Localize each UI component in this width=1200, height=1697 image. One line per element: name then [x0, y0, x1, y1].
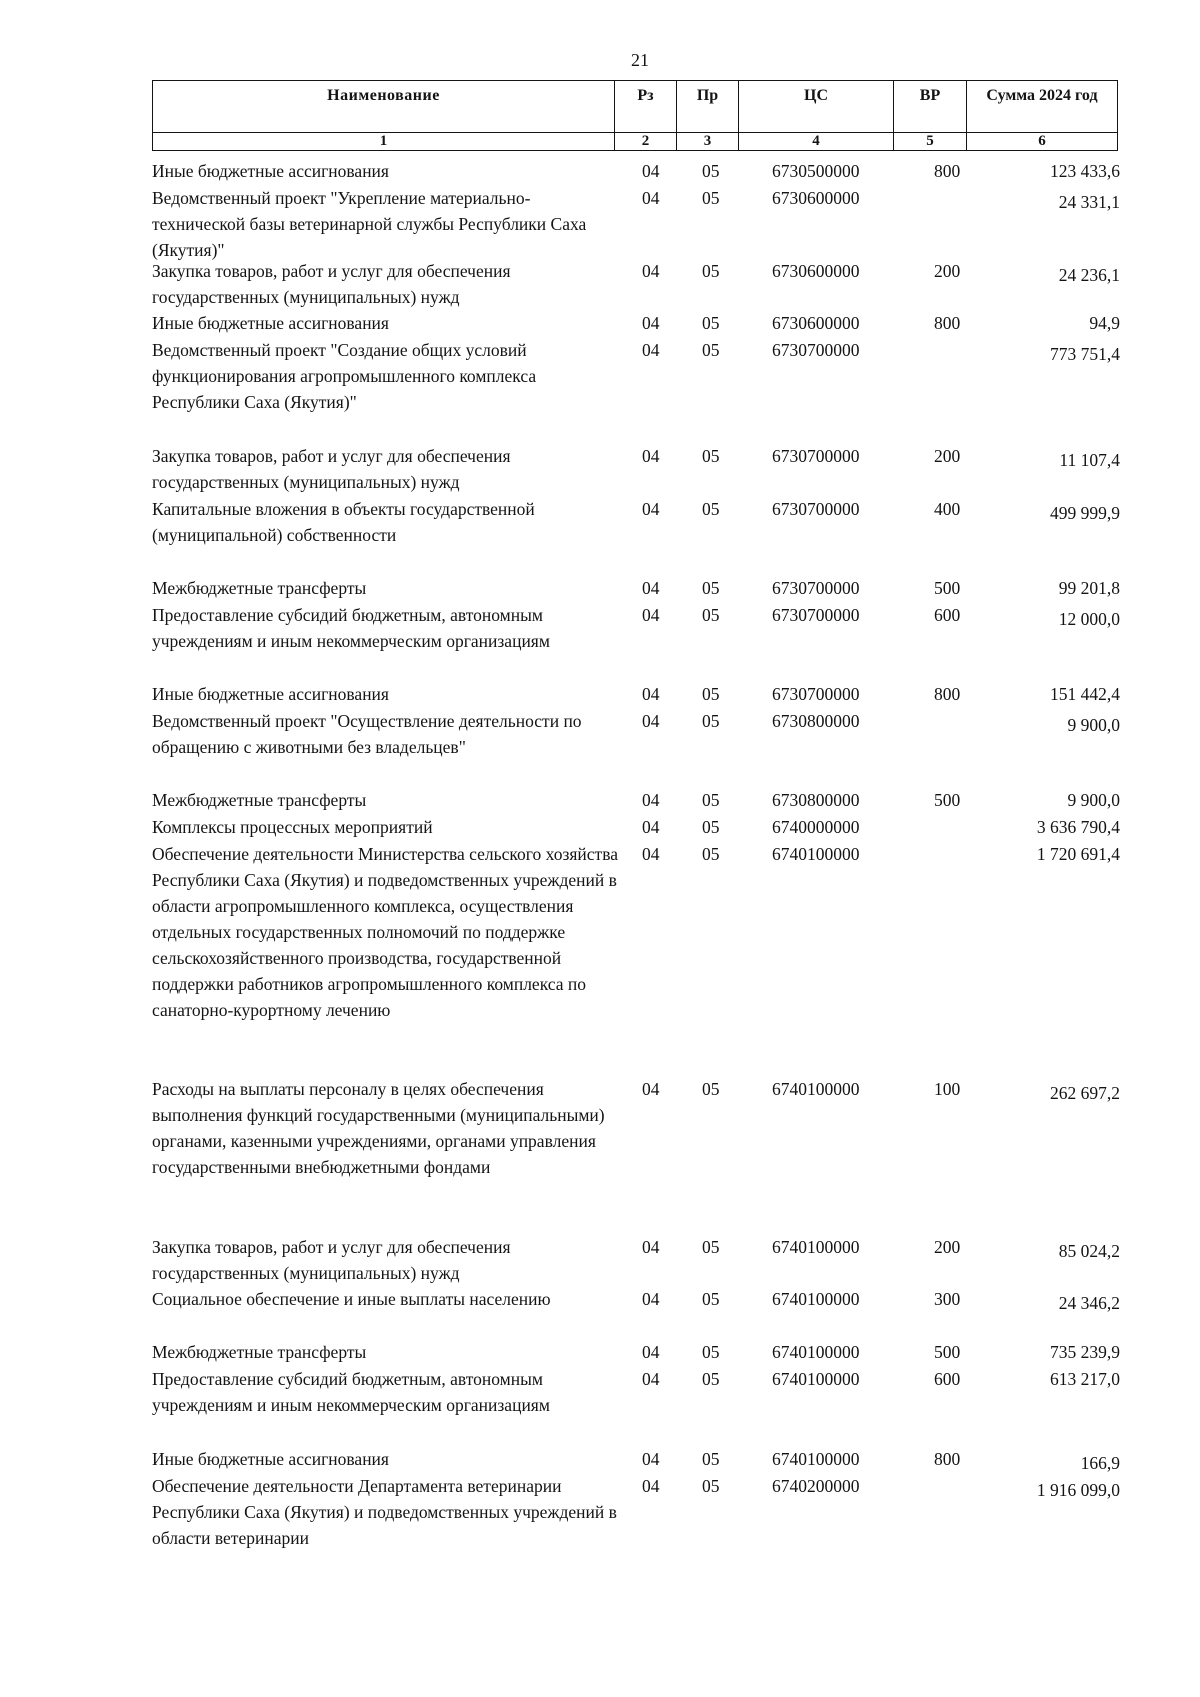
row-rz: 04 [642, 844, 660, 864]
row-sum: 1 916 099,0 [1036, 1480, 1120, 1500]
row-name: Межбюджетные трансферты [152, 790, 367, 810]
row-name: Ведомственный проект "Осуществление деятельности по обращению с животными без владельцев" [152, 711, 582, 757]
row-vr: 100 [934, 1079, 961, 1099]
row-rz: 04 [642, 1079, 660, 1099]
row-cs: 6740100000 [772, 844, 860, 864]
row-name: Социальное обеспечение и иные выплаты населению [152, 1289, 551, 1309]
row-sum: 166,9 [1080, 1453, 1120, 1473]
row-rz: 04 [642, 605, 660, 625]
row-name: Межбюджетные трансферты [152, 578, 367, 598]
row-sum: 9 900,0 [1067, 715, 1120, 735]
page-number: 21 [631, 50, 649, 70]
row-sum: 499 999,9 [1050, 503, 1120, 523]
row-name: Предоставление субсидий бюджетным, автономным учреждениям и иным некоммерческим организациям [152, 1369, 550, 1415]
row-vr: 600 [934, 605, 961, 625]
row-rz: 04 [642, 446, 660, 466]
row-rz: 04 [642, 1289, 660, 1309]
row-cs: 6730800000 [772, 711, 860, 731]
row-cs: 6740100000 [772, 1079, 860, 1099]
header-pr: Пр [677, 81, 739, 133]
row-cs: 6730800000 [772, 790, 860, 810]
row-vr: 300 [934, 1289, 961, 1309]
row-vr: 500 [934, 578, 961, 598]
row-sum: 773 751,4 [1050, 344, 1120, 364]
row-sum: 3 636 790,4 [1036, 817, 1120, 837]
row-pr: 05 [702, 446, 720, 466]
row-pr: 05 [702, 1079, 720, 1099]
row-vr: 800 [934, 684, 961, 704]
row-name: Расходы на выплаты персоналу в целях обеспечения выполнения функций государственными (муниципальными) органами, казенными учреждениями, органами управления государственными внебюджетными фондами [152, 1079, 605, 1177]
header-cs: ЦС [739, 81, 894, 133]
row-rz: 04 [642, 1449, 660, 1469]
row-rz: 04 [642, 313, 660, 333]
row-vr: 500 [934, 1342, 961, 1362]
row-cs: 6740200000 [772, 1476, 860, 1496]
row-pr: 05 [702, 261, 720, 281]
row-rz: 04 [642, 1476, 660, 1496]
row-vr: 200 [934, 446, 961, 466]
row-pr: 05 [702, 340, 720, 360]
row-rz: 04 [642, 261, 660, 281]
row-cs: 6730700000 [772, 499, 860, 519]
row-pr: 05 [702, 188, 720, 208]
row-name: Предоставление субсидий бюджетным, автономным учреждениям и иным некоммерческим организациям [152, 605, 550, 651]
row-rz: 04 [642, 790, 660, 810]
header-titles-row [153, 81, 1118, 133]
row-pr: 05 [702, 1449, 720, 1469]
row-vr: 500 [934, 790, 961, 810]
row-pr: 05 [702, 1476, 720, 1496]
header-num-6: 6 [967, 133, 1118, 151]
row-pr: 05 [702, 684, 720, 704]
row-cs: 6730700000 [772, 605, 860, 625]
row-pr: 05 [702, 578, 720, 598]
row-sum: 123 433,6 [1050, 161, 1120, 181]
row-cs: 6730500000 [772, 161, 860, 181]
row-name: Иные бюджетные ассигнования [152, 313, 389, 333]
row-vr: 800 [934, 313, 961, 333]
row-vr: 200 [934, 1237, 961, 1257]
row-name: Закупка товаров, работ и услуг для обеспечения государственных (муниципальных) нужд [152, 261, 511, 307]
row-rz: 04 [642, 340, 660, 360]
row-rz: 04 [642, 1369, 660, 1389]
row-cs: 6730700000 [772, 340, 860, 360]
row-cs: 6730600000 [772, 313, 860, 333]
row-name: Иные бюджетные ассигнования [152, 161, 389, 181]
row-vr: 600 [934, 1369, 961, 1389]
row-pr: 05 [702, 1369, 720, 1389]
row-sum: 613 217,0 [1050, 1369, 1120, 1389]
header-name: Наименование [153, 81, 615, 133]
row-cs: 6740000000 [772, 817, 860, 837]
row-rz: 04 [642, 1237, 660, 1257]
row-name: Закупка товаров, работ и услуг для обеспечения государственных (муниципальных) нужд [152, 1237, 511, 1283]
header-num-4: 4 [739, 133, 894, 151]
row-cs: 6730700000 [772, 578, 860, 598]
row-cs: 6730700000 [772, 684, 860, 704]
row-pr: 05 [702, 161, 720, 181]
row-sum: 99 201,8 [1058, 578, 1120, 598]
row-cs: 6740100000 [772, 1449, 860, 1469]
row-vr: 800 [934, 161, 961, 181]
header-sum: Сумма 2024 год [967, 81, 1118, 133]
row-rz: 04 [642, 188, 660, 208]
row-name: Межбюджетные трансферты [152, 1342, 367, 1362]
row-cs: 6740100000 [772, 1342, 860, 1362]
row-name: Ведомственный проект "Укрепление материально-технической базы ветеринарной службы Республики Саха (Якутия)" [152, 188, 587, 260]
row-sum: 94,9 [1089, 313, 1120, 333]
header-num-2: 2 [615, 133, 677, 151]
header-num-5: 5 [894, 133, 967, 151]
row-pr: 05 [702, 1342, 720, 1362]
row-rz: 04 [642, 711, 660, 731]
row-cs: 6730600000 [772, 261, 860, 281]
row-rz: 04 [642, 161, 660, 181]
row-pr: 05 [702, 844, 720, 864]
row-sum: 151 442,4 [1050, 684, 1120, 704]
row-sum: 12 000,0 [1058, 609, 1120, 629]
row-cs: 6740100000 [772, 1237, 860, 1257]
row-sum: 11 107,4 [1059, 450, 1120, 470]
row-rz: 04 [642, 1342, 660, 1362]
row-sum: 262 697,2 [1050, 1083, 1120, 1103]
row-sum: 24 236,1 [1058, 265, 1120, 285]
row-sum: 24 331,1 [1058, 192, 1120, 212]
row-pr: 05 [702, 605, 720, 625]
row-cs: 6730700000 [772, 446, 860, 466]
row-sum: 85 024,2 [1058, 1241, 1120, 1261]
header-num-3: 3 [677, 133, 739, 151]
row-cs: 6740100000 [772, 1369, 860, 1389]
row-rz: 04 [642, 684, 660, 704]
row-sum: 9 900,0 [1067, 790, 1120, 810]
row-pr: 05 [702, 790, 720, 810]
row-pr: 05 [702, 711, 720, 731]
row-vr: 200 [934, 261, 961, 281]
row-name: Обеспечение деятельности Министерства сельского хозяйства Республики Саха (Якутия) и подведомственных учреждений в области агропромышленного комплекса, осуществления отдельных государственных полномочий по поддержке сельскохозяйственного производства, государственной поддержки работников агропромышленного комплекса по санаторно-курортному лечению [152, 844, 618, 1020]
row-vr: 400 [934, 499, 961, 519]
row-name: Закупка товаров, работ и услуг для обеспечения государственных (муниципальных) нужд [152, 446, 511, 492]
row-name: Ведомственный проект "Создание общих условий функционирования агропромышленного комплекса Республики Саха (Якутия)" [152, 340, 537, 412]
row-pr: 05 [702, 313, 720, 333]
row-sum: 735 239,9 [1050, 1342, 1120, 1362]
row-name: Обеспечение деятельности Департамента ветеринарии Республики Саха (Якутия) и подведомственных учреждений в области ветеринарии [152, 1476, 617, 1548]
header-numbers-row [153, 133, 1118, 151]
row-vr: 800 [934, 1449, 961, 1469]
row-pr: 05 [702, 1237, 720, 1257]
row-rz: 04 [642, 817, 660, 837]
row-name: Иные бюджетные ассигнования [152, 684, 389, 704]
row-rz: 04 [642, 578, 660, 598]
row-cs: 6740100000 [772, 1289, 860, 1309]
row-cs: 6730600000 [772, 188, 860, 208]
row-name: Комплексы процессных мероприятий [152, 817, 433, 837]
header-rz: Рз [615, 81, 677, 133]
row-name: Иные бюджетные ассигнования [152, 1449, 389, 1469]
table-header [152, 80, 1118, 151]
row-rz: 04 [642, 499, 660, 519]
header-num-1: 1 [153, 133, 615, 151]
row-pr: 05 [702, 1289, 720, 1309]
row-pr: 05 [702, 817, 720, 837]
row-name: Капитальные вложения в объекты государственной (муниципальной) собственности [152, 499, 535, 545]
row-sum: 24 346,2 [1058, 1293, 1120, 1313]
row-sum: 1 720 691,4 [1036, 844, 1120, 864]
header-vr: ВР [894, 81, 967, 133]
row-pr: 05 [702, 499, 720, 519]
